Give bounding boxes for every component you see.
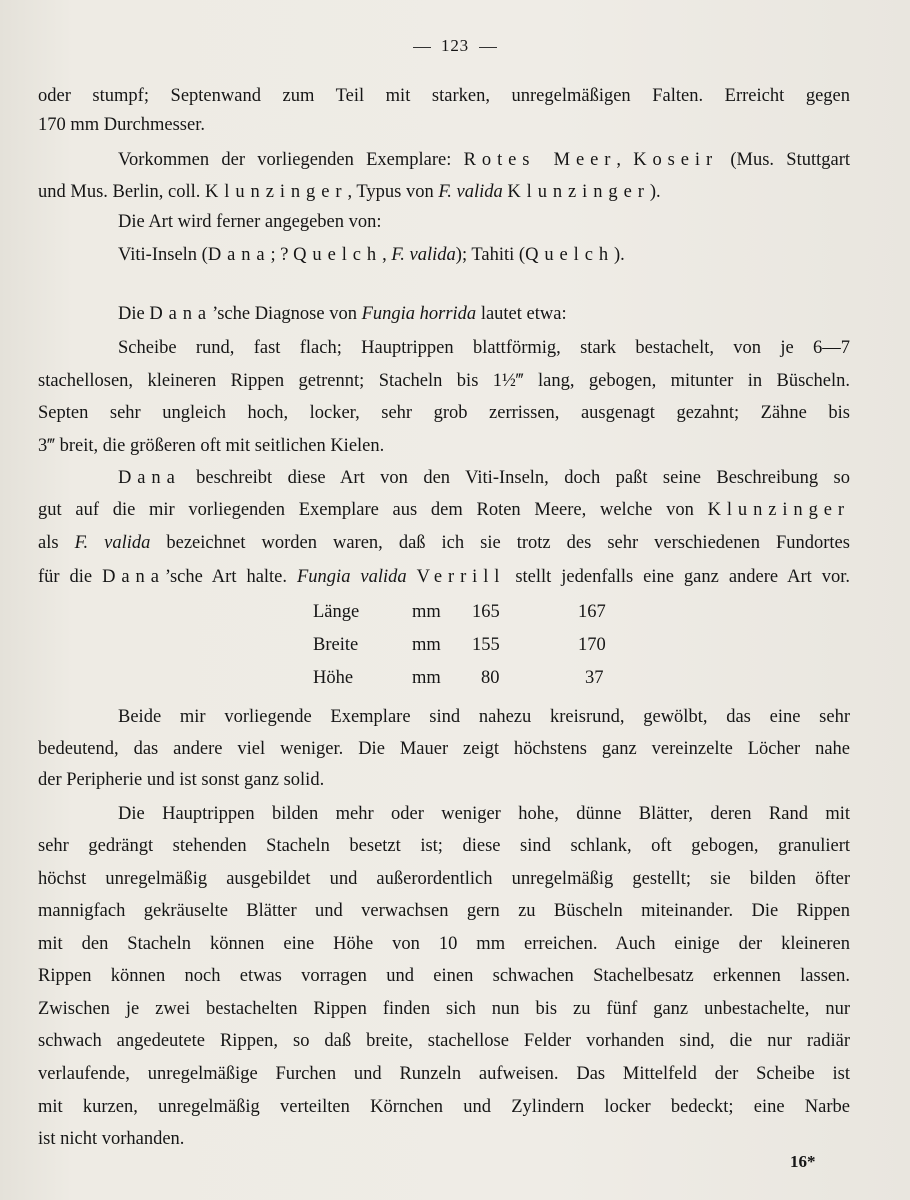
measurement-value: 167 — [578, 602, 606, 622]
measurement-label: Breite — [313, 635, 359, 655]
measurement-unit: mm — [412, 668, 441, 688]
text-line: Zwischen je zwei bestachelten Rippen finden sich nun bis zu fünf ganz unbestachelte, nur — [38, 999, 850, 1019]
text-line: Dana beschreibt diese Art von den Viti-Inseln, doch paßt seine Beschreibung so — [118, 468, 850, 488]
text-line: höchst unregelmäßig ausgebildet und außerordentlich unregelmäßig gestellt; sie bilden öfter — [38, 869, 850, 889]
page-number: 123 — [440, 36, 470, 55]
measurement-value: 37 — [585, 668, 604, 688]
text-line: mit den Stacheln können eine Höhe von 10 mm erreichen. Auch einige der kleineren — [38, 934, 850, 954]
text-line: Viti-Inseln (Dana; ? Quelch, F. valida); Tahiti (Quelch). — [118, 245, 625, 265]
text-line: stachellosen, kleineren Rippen getrennt; Stacheln bis 1½‴ lang, gebogen, mitunter in Büscheln. — [38, 371, 850, 391]
measurement-value: 155 — [472, 635, 500, 655]
text-line: mit kurzen, unregelmäßig verteilten Körnchen und Zylindern locker bedeckt; eine Narbe — [38, 1097, 850, 1117]
text-line: sehr gedrängt stehenden Stacheln besetzt ist; diese sind schlank, oft gebogen, granuliert — [38, 836, 850, 856]
measurement-unit: mm — [412, 635, 441, 655]
text-line: Die Art wird ferner angegeben von: — [118, 212, 382, 232]
measurement-value: 165 — [472, 602, 500, 622]
text-line: Beide mir vorliegende Exemplare sind nahezu kreisrund, gewölbt, das eine sehr — [118, 707, 850, 727]
text-line: Rippen können noch etwas vorragen und einen schwachen Stachelbesatz erkennen lassen. — [38, 966, 850, 986]
measurement-label: Höhe — [313, 668, 354, 688]
measurement-unit: mm — [412, 602, 441, 622]
text-line: 170 mm Durchmesser. — [38, 115, 205, 135]
text-line: der Peripherie und ist sonst ganz solid. — [38, 770, 325, 790]
header-dash-right — [479, 47, 497, 48]
page-header — [0, 36, 910, 56]
text-line: Septen sehr ungleich hoch, locker, sehr grob zerrissen, ausgenagt gezahnt; Zähne bis — [38, 403, 850, 423]
measurement-label: Länge — [313, 602, 360, 622]
text-line: und Mus. Berlin, coll. Klunzinger, Typus von F. valida Klunzinger). — [38, 182, 661, 202]
signature-mark: 16* — [790, 1152, 816, 1171]
text-line: Die Dana’sche Diagnose von Fungia horrida lautet etwa: — [118, 304, 567, 324]
text-line: 3‴ breit, die größeren oft mit seitlichen Kielen. — [38, 436, 385, 456]
header-dash-left — [413, 47, 431, 48]
text-line: Scheibe rund, fast flach; Hauptrippen blattförmig, stark bestachelt, von je 6—7 — [118, 338, 850, 358]
text-line: mannigfach gekräuselte Blätter und verwachsen gern zu Büscheln miteinander. Die Rippen — [38, 901, 850, 921]
text-line: bedeutend, das andere viel weniger. Die Mauer zeigt höchstens ganz vereinzelte Löcher nahe — [38, 739, 850, 759]
text-line: für die Dana’sche Art halte. Fungia valida Verrill stellt jedenfalls eine ganz andere Art vor. — [38, 567, 850, 587]
measurement-value: 80 — [481, 668, 500, 688]
text-line: verlaufende, unregelmäßige Furchen und Runzeln aufweisen. Das Mittelfeld der Scheibe ist — [38, 1064, 850, 1084]
text-line: gut auf die mir vorliegenden Exemplare aus dem Roten Meere, welche von Klunzinger — [38, 500, 850, 520]
text-line: ist nicht vorhanden. — [38, 1129, 185, 1149]
text-line: Vorkommen der vorliegenden Exemplare: Rotes Meer, Koseir (Mus. Stuttgart — [118, 150, 851, 170]
text-line: als F. valida bezeichnet worden waren, daß ich sie trotz des sehr verschiedenen Fundortes — [38, 533, 850, 553]
text-line: oder stumpf; Septenwand zum Teil mit starken, unregelmäßigen Falten. Erreicht gegen — [38, 86, 850, 106]
measurement-value: 170 — [578, 635, 606, 655]
text-line: Die Hauptrippen bilden mehr oder weniger hohe, dünne Blätter, deren Rand mit — [118, 804, 850, 824]
text-line: schwach angedeutete Rippen, so daß breite, stachellose Felder vorhanden sind, die nur radiär — [38, 1031, 850, 1051]
